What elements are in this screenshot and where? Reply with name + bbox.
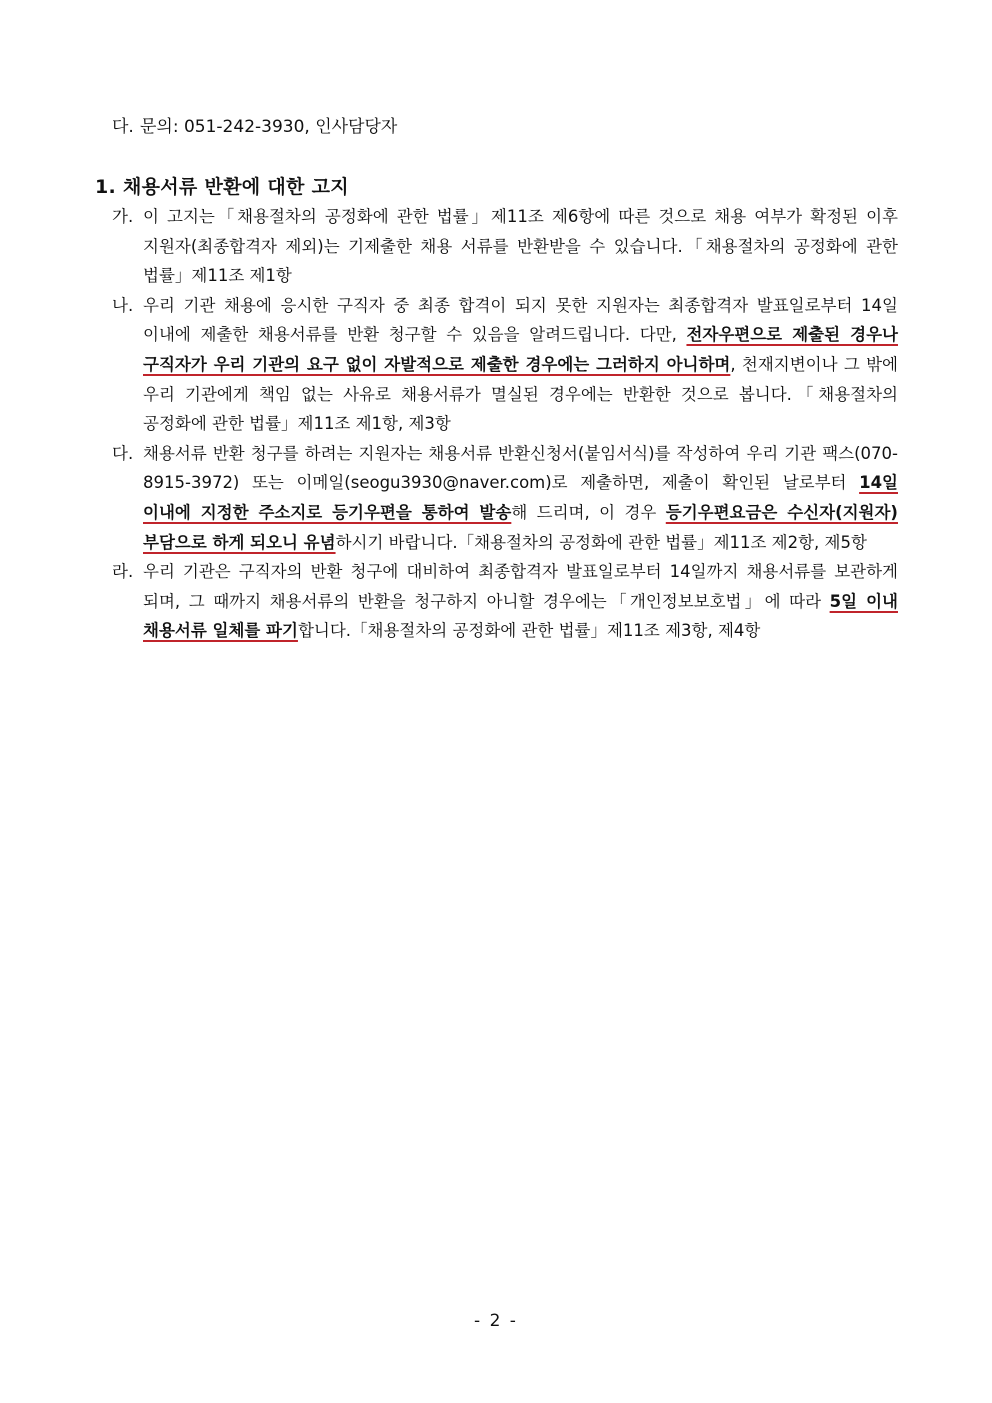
item-text: 하시기 바랍니다.「채용절차의 공정화에 관한 법률」제11조 제2항, 제5항 [335,532,867,552]
notice-item-da [112,439,898,557]
notice-item-ra [112,557,898,646]
emphasized-text: 등기우편요금은 수신자(지원자) 부담으로 하게 되오니 유념 [143,502,898,552]
item-body [143,439,898,557]
item-text: 해 드리며, 이 경우 [511,502,666,522]
item-body [143,291,898,439]
contact-line [112,113,397,141]
item-marker: 가. [112,207,134,226]
contact-marker: 다. [112,117,134,137]
item-marker: 라. [112,562,134,582]
item-text: 우리 기관은 구직자의 반환 청구에 대비하여 최종합격자 발표일로부터 14일까지 채용서류를 보관하게 되며, 그 때까지 채용서류의 반환을 청구하지 아니할 경우에는「개인정보보호법」에 따라 [143,562,898,611]
emphasized-text: 5일 이내 채용서류 일체를 파기 [143,591,898,641]
item-body [143,557,898,646]
notice-item-ga [112,202,898,291]
emphasized-text: 전자우편으로 제출된 경우나 구직자가 우리 기관의 요구 없이 자발적으로 제출한 경우에는 그러하지 아니하며 [143,325,898,374]
section-title: 1. 채용서류 반환에 대한 고지 [95,176,349,198]
notice-item-list [112,202,898,646]
item-text: 우리 기관 채용에 응시한 구직자 중 최종 합격이 되지 못한 지원자는 최종합격자 발표일로부터 14일 이내에 제출한 채용서류를 반환 청구할 수 있음을 알려드립니다. 다만, [143,295,898,345]
emphasized-text: 14일 이내에 지정한 주소지로 등기우편을 통하여 발송 [143,473,898,522]
item-text: 이 고지는「채용절차의 공정화에 관한 법률」제11조 제6항에 따른 것으로 채용 여부가 확정된 이후 지원자(최종합격자 제외)는 기제출한 채용 서류를 반환받을 수 있습니다.「채용절차의 공정화에 관한 법률」제11조 제1항 [143,207,898,286]
item-text: 합니다.「채용절차의 공정화에 관한 법률」제11조 제3항, 제4항 [297,621,761,641]
contact-text: 문의: 051-242-3930, 인사담당자 [140,117,398,137]
item-text: 채용서류 반환 청구를 하려는 지원자는 채용서류 반환신청서(붙임서식)를 작성하여 우리 기관 팩스(070-8915-3972) 또는 이메일(seogu3930@naver.com)로 제출하면, 제출이 확인된 날로부터 [143,443,898,493]
item-marker: 다. [112,443,134,463]
item-text: , 천재지변이나 그 밖에 우리 기관에게 책임 없는 사유로 채용서류가 멸실된 경우에는 반환한 것으로 봅니다.「채용절차의 공정화에 관한 법률」제11조 제1항, 제3항 [143,354,898,434]
item-marker: 나. [112,295,134,315]
notice-item-na [112,291,898,439]
page-number: - 2 - [474,1311,518,1331]
item-body [143,202,898,291]
